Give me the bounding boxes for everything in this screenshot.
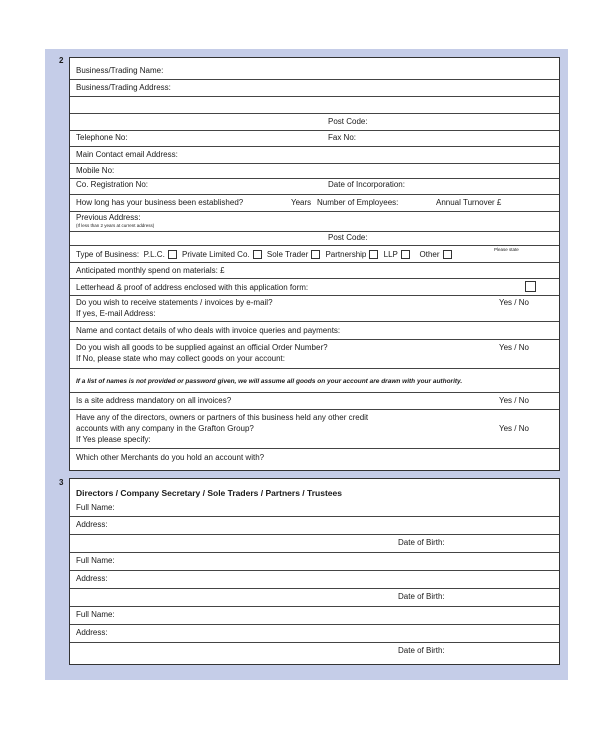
full-name-row-3[interactable] <box>70 606 559 624</box>
letterhead-checkbox[interactable] <box>525 281 536 292</box>
post-code-label: Post Code: <box>328 117 368 126</box>
type-of-business-group <box>76 250 455 260</box>
please-state-label: Please state <box>494 247 519 252</box>
address-row-2[interactable] <box>70 570 559 588</box>
type-of-business-row <box>70 245 559 262</box>
directors-q-line-1: Have any of the directors, owners or partners of this business held any other credit <box>76 413 369 422</box>
site-address-yes-no[interactable]: Yes / No <box>499 396 529 405</box>
turnover-label: Annual Turnover £ <box>436 198 502 207</box>
type-sole-label: Sole Trader <box>266 250 309 259</box>
directors-q-line-2: accounts with any company in the Grafton Group? <box>76 424 254 433</box>
established-row[interactable] <box>70 194 559 211</box>
invoice-contact-label: Name and contact details of who deals with invoice queries and payments: <box>76 326 341 335</box>
mobile-row[interactable] <box>70 163 559 178</box>
other-credit-row[interactable] <box>70 409 559 448</box>
post-code-2-row[interactable] <box>70 231 559 245</box>
type-llp-label: LLP <box>383 250 398 259</box>
previous-address-row[interactable] <box>70 211 559 231</box>
official-order-row[interactable] <box>70 339 559 368</box>
type-other-label: Other <box>419 250 440 259</box>
type-plc-label: P.L.C. <box>143 250 165 259</box>
dob-row-3[interactable] <box>70 642 559 666</box>
official-order-label-1: Do you wish all goods to be supplied against an official Order Number? <box>76 343 328 352</box>
merchants-row[interactable] <box>70 448 559 472</box>
statements-email-row[interactable] <box>70 295 559 321</box>
co-reg-row[interactable] <box>70 178 559 194</box>
other-checkbox[interactable] <box>443 250 452 259</box>
site-address-label: Is a site address mandatory on all invoices? <box>76 396 232 405</box>
private-limited-checkbox[interactable] <box>253 250 262 259</box>
mobile-label: Mobile No: <box>76 166 115 175</box>
sole-trader-checkbox[interactable] <box>311 250 320 259</box>
dob-label-2: Date of Birth: <box>398 592 445 601</box>
letterhead-row <box>70 278 559 295</box>
letterhead-label: Letterhead & proof of address enclosed with this application form: <box>76 283 309 292</box>
full-name-label-2: Full Name: <box>76 556 115 565</box>
directors-q-line-3: If Yes please specify: <box>76 435 151 444</box>
dob-label-3: Date of Birth: <box>398 646 445 655</box>
full-name-label-1: Full Name: <box>76 503 115 512</box>
business-address-label: Business/Trading Address: <box>76 83 171 92</box>
address-label-3: Address: <box>76 628 108 637</box>
statements-yes-no[interactable]: Yes / No <box>499 298 529 307</box>
monthly-spend-row[interactable] <box>70 262 559 278</box>
dob-row-2[interactable] <box>70 588 559 606</box>
section-3-box <box>69 478 560 665</box>
directors-heading: Directors / Company Secretary / Sole Traders / Partners / Trustees <box>76 488 342 498</box>
plc-checkbox[interactable] <box>168 250 177 259</box>
post-code-row[interactable] <box>70 113 559 130</box>
num-employees-label: Number of Employees: <box>317 198 399 207</box>
previous-address-note: (If less than 2 years at current address) <box>76 223 155 228</box>
if-yes-email-label: If yes, E-mail Address: <box>76 309 156 318</box>
dob-row-1[interactable] <box>70 534 559 552</box>
business-name-row[interactable] <box>70 58 559 79</box>
invoice-contact-row[interactable] <box>70 321 559 339</box>
dob-label-1: Date of Birth: <box>398 538 445 547</box>
address-row-1[interactable] <box>70 516 559 534</box>
section-3-number: 3 <box>59 478 64 487</box>
directors-heading-row[interactable] <box>70 479 559 516</box>
years-label: Years <box>291 198 312 207</box>
notice-row <box>70 368 559 392</box>
full-name-label-3: Full Name: <box>76 610 115 619</box>
address-row-3[interactable] <box>70 624 559 642</box>
business-address-row[interactable] <box>70 79 559 96</box>
full-name-row-2[interactable] <box>70 552 559 570</box>
co-reg-label: Co. Registration No: <box>76 180 149 189</box>
partnership-checkbox[interactable] <box>369 250 378 259</box>
telephone-row[interactable] <box>70 130 559 146</box>
business-address-line-2[interactable] <box>70 96 559 113</box>
fax-label: Fax No: <box>328 133 357 142</box>
llp-checkbox[interactable] <box>401 250 410 259</box>
how-long-label: How long has your business been established? <box>76 198 244 207</box>
date-incorp-label: Date of Incorporation: <box>328 180 405 189</box>
statements-email-label: Do you wish to receive statements / invoices by e-mail? <box>76 298 273 307</box>
business-name-label: Business/Trading Name: <box>76 66 164 75</box>
monthly-spend-label: Anticipated monthly spend on materials: £ <box>76 266 225 275</box>
other-credit-yes-no[interactable]: Yes / No <box>499 424 529 433</box>
official-order-yes-no[interactable]: Yes / No <box>499 343 529 352</box>
address-label-1: Address: <box>76 520 108 529</box>
section-2-number: 2 <box>59 56 64 65</box>
telephone-label: Telephone No: <box>76 133 128 142</box>
email-row[interactable] <box>70 146 559 163</box>
site-address-row[interactable] <box>70 392 559 409</box>
authority-notice: If a list of names is not provided or password given, we will assume all goods on your account are drawn with your authority. <box>76 378 463 385</box>
type-of-business-label: Type of Business: <box>76 250 140 259</box>
section-2-box <box>69 57 560 471</box>
email-label: Main Contact email Address: <box>76 150 178 159</box>
post-code-2-label: Post Code: <box>328 233 368 242</box>
official-order-label-2: If No, please state who may collect goods on your account: <box>76 354 286 363</box>
type-partnership-label: Partnership <box>325 250 367 259</box>
address-label-2: Address: <box>76 574 108 583</box>
type-private-label: Private Limited Co. <box>182 250 250 259</box>
merchants-label: Which other Merchants do you hold an account with? <box>76 453 265 462</box>
previous-address-label: Previous Address: <box>76 213 141 222</box>
